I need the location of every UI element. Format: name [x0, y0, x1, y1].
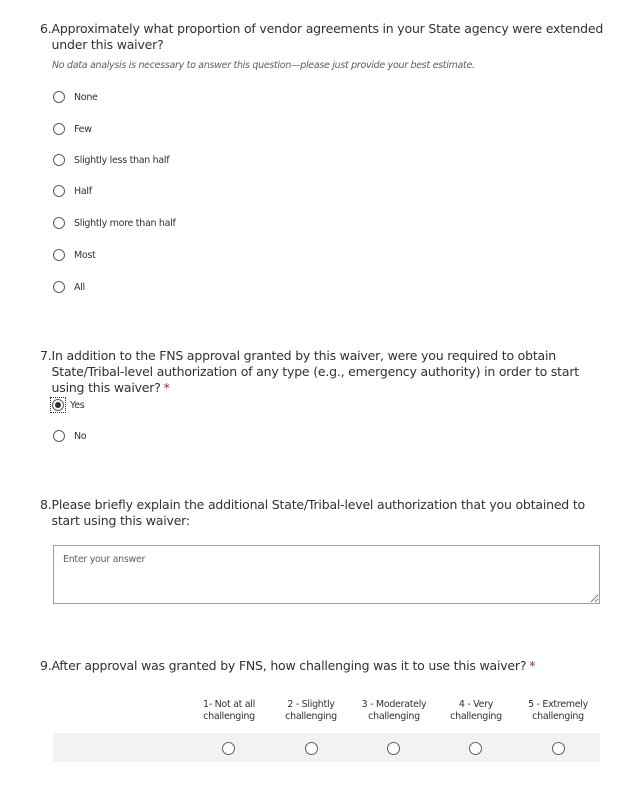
- question-7: [40, 348, 606, 396]
- question-6-title: 6. Approximately what proportion of vendor agreements in your State agency were extended under this waiver?: [40, 21, 604, 52]
- option-all[interactable]: All: [53, 279, 85, 295]
- question-6: [40, 21, 606, 71]
- question-8-title: 8. Please briefly explain the additional State/Tribal-level authorization that you obtained to start using this waiver:: [40, 497, 585, 528]
- option-no[interactable]: No: [53, 428, 86, 444]
- question-9-title: 9. After approval was granted by FNS, how challenging was it to use this waiver? *: [40, 658, 536, 673]
- radio-checked-icon[interactable]: [52, 399, 64, 411]
- focus-ring: [50, 397, 66, 413]
- option-slightly-more-than-half[interactable]: Slightly more than half: [53, 215, 176, 231]
- radio-icon[interactable]: [53, 91, 65, 103]
- radio-icon[interactable]: [53, 281, 65, 293]
- question-9: [40, 658, 606, 674]
- likert-radio-4[interactable]: [469, 742, 482, 755]
- likert-row: [53, 733, 600, 762]
- option-yes[interactable]: Yes: [53, 397, 84, 413]
- scale-label-5: 5 - Extremely challenging: [528, 699, 588, 722]
- radio-icon[interactable]: [53, 154, 65, 166]
- question-6-subtitle: No data analysis is necessary to answer this question—please just provide your best estimate.: [52, 60, 475, 71]
- radio-icon[interactable]: [53, 430, 65, 442]
- answer-input[interactable]: [53, 545, 600, 604]
- question-8: [40, 497, 606, 529]
- radio-icon[interactable]: [53, 249, 65, 261]
- radio-icon[interactable]: [53, 217, 65, 229]
- scale-label-1: 1- Not at all challenging: [203, 699, 255, 722]
- required-mark: *: [529, 658, 536, 673]
- option-none[interactable]: None: [53, 89, 98, 105]
- required-mark: *: [163, 380, 170, 395]
- option-few[interactable]: Few: [53, 121, 92, 137]
- option-most[interactable]: Most: [53, 247, 95, 263]
- scale-label-4: 4 - Very challenging: [450, 699, 502, 722]
- option-half[interactable]: Half: [53, 183, 92, 199]
- question-7-title: 7. In addition to the FNS approval granted by this waiver, were you required to obtain State/Tribal-level authorization of any type (e.g., emergency authority) in order to start using this waiver? *: [40, 348, 579, 395]
- likert-radio-3[interactable]: [387, 742, 400, 755]
- option-slightly-less-than-half[interactable]: Slightly less than half: [53, 152, 169, 168]
- likert-radio-1[interactable]: [222, 742, 235, 755]
- scale-label-2: 2 - Slightly challenging: [285, 699, 337, 722]
- scale-label-3: 3 - Moderately challenging: [361, 699, 427, 722]
- likert-radio-5[interactable]: [552, 742, 565, 755]
- likert-radio-2[interactable]: [305, 742, 318, 755]
- radio-icon[interactable]: [53, 123, 65, 135]
- radio-icon[interactable]: [53, 185, 65, 197]
